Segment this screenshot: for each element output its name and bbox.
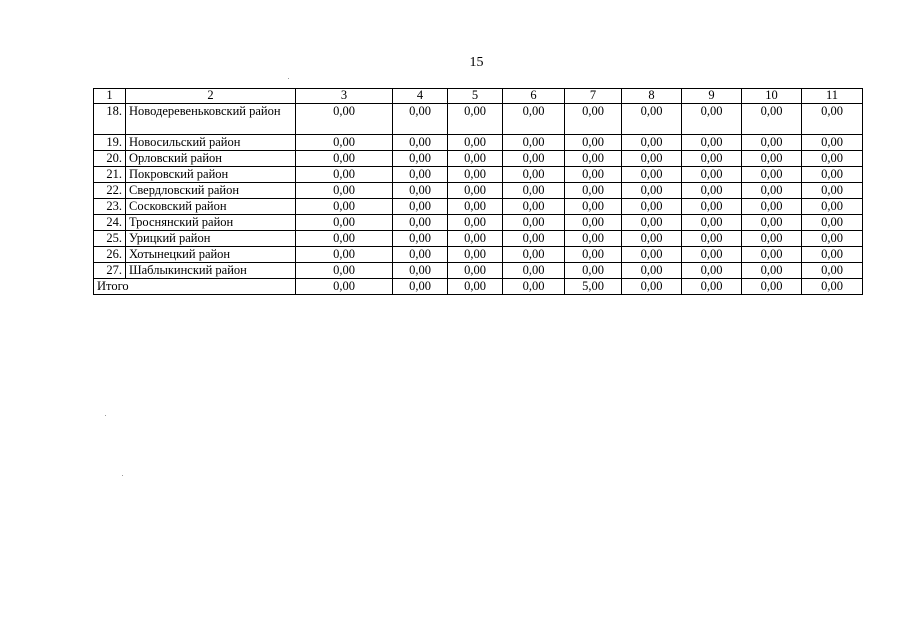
value-cell: 0,00 <box>682 151 742 167</box>
value-cell: 0,00 <box>742 104 802 135</box>
page-number: 15 <box>469 55 484 70</box>
value-cell: 0,00 <box>742 199 802 215</box>
total-label: Итого <box>94 279 296 295</box>
district-name: Сосковский район <box>126 199 296 215</box>
column-header: 1 <box>94 89 126 104</box>
value-cell: 0,00 <box>565 199 622 215</box>
column-header: 11 <box>802 89 863 104</box>
row-number: 25. <box>94 231 126 247</box>
column-header: 4 <box>393 89 448 104</box>
row-number: 20. <box>94 151 126 167</box>
value-cell: 0,00 <box>682 247 742 263</box>
value-cell: 0,00 <box>742 183 802 199</box>
district-name: Покровский район <box>126 167 296 183</box>
value-cell: 0,00 <box>682 231 742 247</box>
table-row <box>94 151 863 167</box>
value-cell: 0,00 <box>296 183 393 199</box>
district-name: Свердловский район <box>126 183 296 199</box>
value-cell: 0,00 <box>296 215 393 231</box>
data-table <box>93 88 863 295</box>
value-cell: 0,00 <box>393 263 448 279</box>
value-cell: 0,00 <box>448 247 503 263</box>
value-cell: 0,00 <box>682 104 742 135</box>
scan-speck <box>105 415 106 416</box>
value-cell: 0,00 <box>393 151 448 167</box>
column-header: 3 <box>296 89 393 104</box>
value-cell: 0,00 <box>448 183 503 199</box>
value-cell: 0,00 <box>503 135 565 151</box>
total-value-cell: 0,00 <box>393 279 448 295</box>
scan-speck <box>288 78 289 79</box>
table-row <box>94 183 863 199</box>
row-number: 24. <box>94 215 126 231</box>
district-name: Троснянский район <box>126 215 296 231</box>
value-cell: 0,00 <box>296 135 393 151</box>
total-value-cell: 0,00 <box>622 279 682 295</box>
column-header: 7 <box>565 89 622 104</box>
value-cell: 0,00 <box>503 199 565 215</box>
value-cell: 0,00 <box>448 104 503 135</box>
value-cell: 0,00 <box>448 199 503 215</box>
value-cell: 0,00 <box>565 183 622 199</box>
value-cell: 0,00 <box>742 231 802 247</box>
value-cell: 0,00 <box>565 151 622 167</box>
value-cell: 0,00 <box>296 167 393 183</box>
value-cell: 0,00 <box>742 151 802 167</box>
value-cell: 0,00 <box>742 247 802 263</box>
value-cell: 0,00 <box>503 231 565 247</box>
value-cell: 0,00 <box>565 215 622 231</box>
value-cell: 0,00 <box>393 104 448 135</box>
table-row <box>94 215 863 231</box>
value-cell: 0,00 <box>802 247 863 263</box>
row-number: 27. <box>94 263 126 279</box>
value-cell: 0,00 <box>622 104 682 135</box>
total-value-cell: 0,00 <box>802 279 863 295</box>
value-cell: 0,00 <box>448 263 503 279</box>
value-cell: 0,00 <box>448 135 503 151</box>
value-cell: 0,00 <box>802 183 863 199</box>
value-cell: 0,00 <box>802 199 863 215</box>
total-value-cell: 5,00 <box>565 279 622 295</box>
value-cell: 0,00 <box>802 215 863 231</box>
value-cell: 0,00 <box>682 215 742 231</box>
value-cell: 0,00 <box>802 104 863 135</box>
row-number: 26. <box>94 247 126 263</box>
value-cell: 0,00 <box>622 247 682 263</box>
total-row <box>94 279 863 295</box>
value-cell: 0,00 <box>393 247 448 263</box>
table-row <box>94 263 863 279</box>
row-number: 23. <box>94 199 126 215</box>
column-header: 9 <box>682 89 742 104</box>
total-value-cell: 0,00 <box>296 279 393 295</box>
value-cell: 0,00 <box>448 167 503 183</box>
value-cell: 0,00 <box>682 263 742 279</box>
district-name: Орловский район <box>126 151 296 167</box>
value-cell: 0,00 <box>622 263 682 279</box>
value-cell: 0,00 <box>622 215 682 231</box>
column-header: 10 <box>742 89 802 104</box>
value-cell: 0,00 <box>565 135 622 151</box>
value-cell: 0,00 <box>503 247 565 263</box>
value-cell: 0,00 <box>622 231 682 247</box>
value-cell: 0,00 <box>622 183 682 199</box>
value-cell: 0,00 <box>296 104 393 135</box>
district-name: Хотынецкий район <box>126 247 296 263</box>
value-cell: 0,00 <box>448 231 503 247</box>
table-row <box>94 231 863 247</box>
table-row <box>94 199 863 215</box>
value-cell: 0,00 <box>296 247 393 263</box>
value-cell: 0,00 <box>622 167 682 183</box>
value-cell: 0,00 <box>565 104 622 135</box>
value-cell: 0,00 <box>565 167 622 183</box>
value-cell: 0,00 <box>393 135 448 151</box>
value-cell: 0,00 <box>296 151 393 167</box>
value-cell: 0,00 <box>565 247 622 263</box>
table-row <box>94 167 863 183</box>
column-header: 8 <box>622 89 682 104</box>
header-row <box>94 89 863 104</box>
district-name: Урицкий район <box>126 231 296 247</box>
row-number: 22. <box>94 183 126 199</box>
value-cell: 0,00 <box>503 104 565 135</box>
row-number: 18. <box>94 104 126 135</box>
value-cell: 0,00 <box>393 199 448 215</box>
value-cell: 0,00 <box>742 263 802 279</box>
column-header: 2 <box>126 89 296 104</box>
district-name: Шаблыкинский район <box>126 263 296 279</box>
district-name: Новодеревеньковский район <box>126 104 296 135</box>
value-cell: 0,00 <box>682 167 742 183</box>
value-cell: 0,00 <box>565 263 622 279</box>
value-cell: 0,00 <box>503 151 565 167</box>
value-cell: 0,00 <box>802 231 863 247</box>
value-cell: 0,00 <box>393 231 448 247</box>
value-cell: 0,00 <box>742 135 802 151</box>
value-cell: 0,00 <box>682 183 742 199</box>
value-cell: 0,00 <box>296 199 393 215</box>
value-cell: 0,00 <box>565 231 622 247</box>
table-row <box>94 135 863 151</box>
value-cell: 0,00 <box>802 263 863 279</box>
value-cell: 0,00 <box>503 167 565 183</box>
column-header: 6 <box>503 89 565 104</box>
scan-speck <box>122 475 123 476</box>
value-cell: 0,00 <box>742 215 802 231</box>
value-cell: 0,00 <box>503 263 565 279</box>
row-number: 19. <box>94 135 126 151</box>
value-cell: 0,00 <box>682 199 742 215</box>
value-cell: 0,00 <box>622 199 682 215</box>
value-cell: 0,00 <box>622 135 682 151</box>
value-cell: 0,00 <box>742 167 802 183</box>
value-cell: 0,00 <box>448 151 503 167</box>
value-cell: 0,00 <box>296 231 393 247</box>
value-cell: 0,00 <box>393 215 448 231</box>
value-cell: 0,00 <box>503 183 565 199</box>
total-value-cell: 0,00 <box>682 279 742 295</box>
value-cell: 0,00 <box>393 167 448 183</box>
value-cell: 0,00 <box>802 135 863 151</box>
table-body <box>94 89 863 295</box>
value-cell: 0,00 <box>393 183 448 199</box>
total-value-cell: 0,00 <box>742 279 802 295</box>
district-name: Новосильский район <box>126 135 296 151</box>
total-value-cell: 0,00 <box>503 279 565 295</box>
total-value-cell: 0,00 <box>448 279 503 295</box>
row-number: 21. <box>94 167 126 183</box>
value-cell: 0,00 <box>802 151 863 167</box>
value-cell: 0,00 <box>503 215 565 231</box>
value-cell: 0,00 <box>622 151 682 167</box>
table-row <box>94 104 863 135</box>
table-row <box>94 247 863 263</box>
value-cell: 0,00 <box>448 215 503 231</box>
column-header: 5 <box>448 89 503 104</box>
value-cell: 0,00 <box>296 263 393 279</box>
value-cell: 0,00 <box>682 135 742 151</box>
value-cell: 0,00 <box>802 167 863 183</box>
